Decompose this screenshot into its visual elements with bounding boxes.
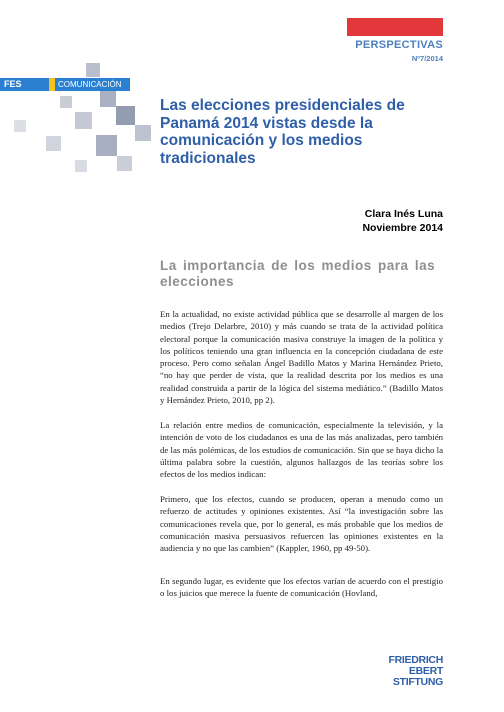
body-paragraph: En la actualidad, no existe actividad pública que se desarrolle al margen de los medios (Trejo Delarbre, 2010) y más cuando se trata de la actividad política electoral porque la comunicación masiva construye la imagen de la política y los políticos teniendo una gran influencia en la concepción ciudadana de este proceso. Pero como señalan Ángel Badillo Matos y Marina Hernández Prieto, “no hay que perder de vista, que la realidad descrita por los medios es una realidad construida a partir de la lógica del sistema mediático.” (Badillo Matos y Hernández Prieto, 2010, pp 2). bbox=[160, 309, 443, 406]
mosaic-square bbox=[100, 91, 116, 107]
logo-line: STIFTUNG bbox=[392, 676, 443, 688]
mosaic-square bbox=[116, 106, 135, 125]
issue-number: Nº7/2014 bbox=[411, 54, 443, 63]
document-title: Las elecciones presidenciales de Panamá 2014 vistas desde la comunicación y los medios tradicionales bbox=[160, 97, 405, 167]
mosaic-square bbox=[75, 112, 92, 129]
publication-date: Noviembre 2014 bbox=[362, 222, 443, 234]
friedrich-ebert-stiftung-logo bbox=[389, 655, 443, 688]
series-label: PERSPECTIVAS bbox=[355, 39, 443, 51]
mosaic-square bbox=[96, 135, 117, 156]
mosaic-square bbox=[75, 160, 87, 172]
author-block bbox=[362, 207, 443, 235]
body-paragraph: La relación entre medios de comunicación, especialmente la televisión, y la intención de voto de los ciudadanos es una de las más analizadas, pero también de las más polémicas, de los estudios de comunicación. Sin que se haya dicho la última palabra sobre la cuestión, algunos hallazgos de las teorías sobre los efectos de los medios indican: bbox=[160, 420, 443, 480]
brand-section-label: COMUNICACIÓN bbox=[58, 80, 122, 89]
fes-logo-text: FES bbox=[4, 79, 22, 89]
mosaic-square bbox=[86, 63, 100, 77]
brand-bar-divider bbox=[49, 78, 55, 91]
header-accent-bar bbox=[347, 18, 443, 36]
section-heading: La importancia de los medios para las elecciones bbox=[160, 258, 436, 289]
mosaic-square bbox=[14, 120, 26, 132]
body-paragraph: En segundo lugar, es evidente que los efectos varían de acuerdo con el prestigio o los juicios que merece la fuente de comunicación (Hovland, bbox=[160, 576, 443, 599]
mosaic-square bbox=[117, 156, 132, 171]
logo-line: FRIEDRICH bbox=[388, 654, 443, 666]
body-paragraph: Primero, que los efectos, cuando se producen, operan a menudo como un refuerzo de actitudes y opiniones existentes. Así “la investigación sobre las comunicaciones revela que, por lo general, es más probable que los medios de comunicación masiva persuasivos refuercen las opiniones existentes en la audiencia y no que las cambien” (Kappler, 1960, pp 49-50). bbox=[160, 494, 443, 554]
logo-line: EBERT bbox=[408, 665, 443, 677]
mosaic-square bbox=[46, 136, 61, 151]
author-name: Clara Inés Luna bbox=[364, 208, 443, 220]
mosaic-square bbox=[135, 125, 151, 141]
mosaic-square bbox=[60, 96, 72, 108]
